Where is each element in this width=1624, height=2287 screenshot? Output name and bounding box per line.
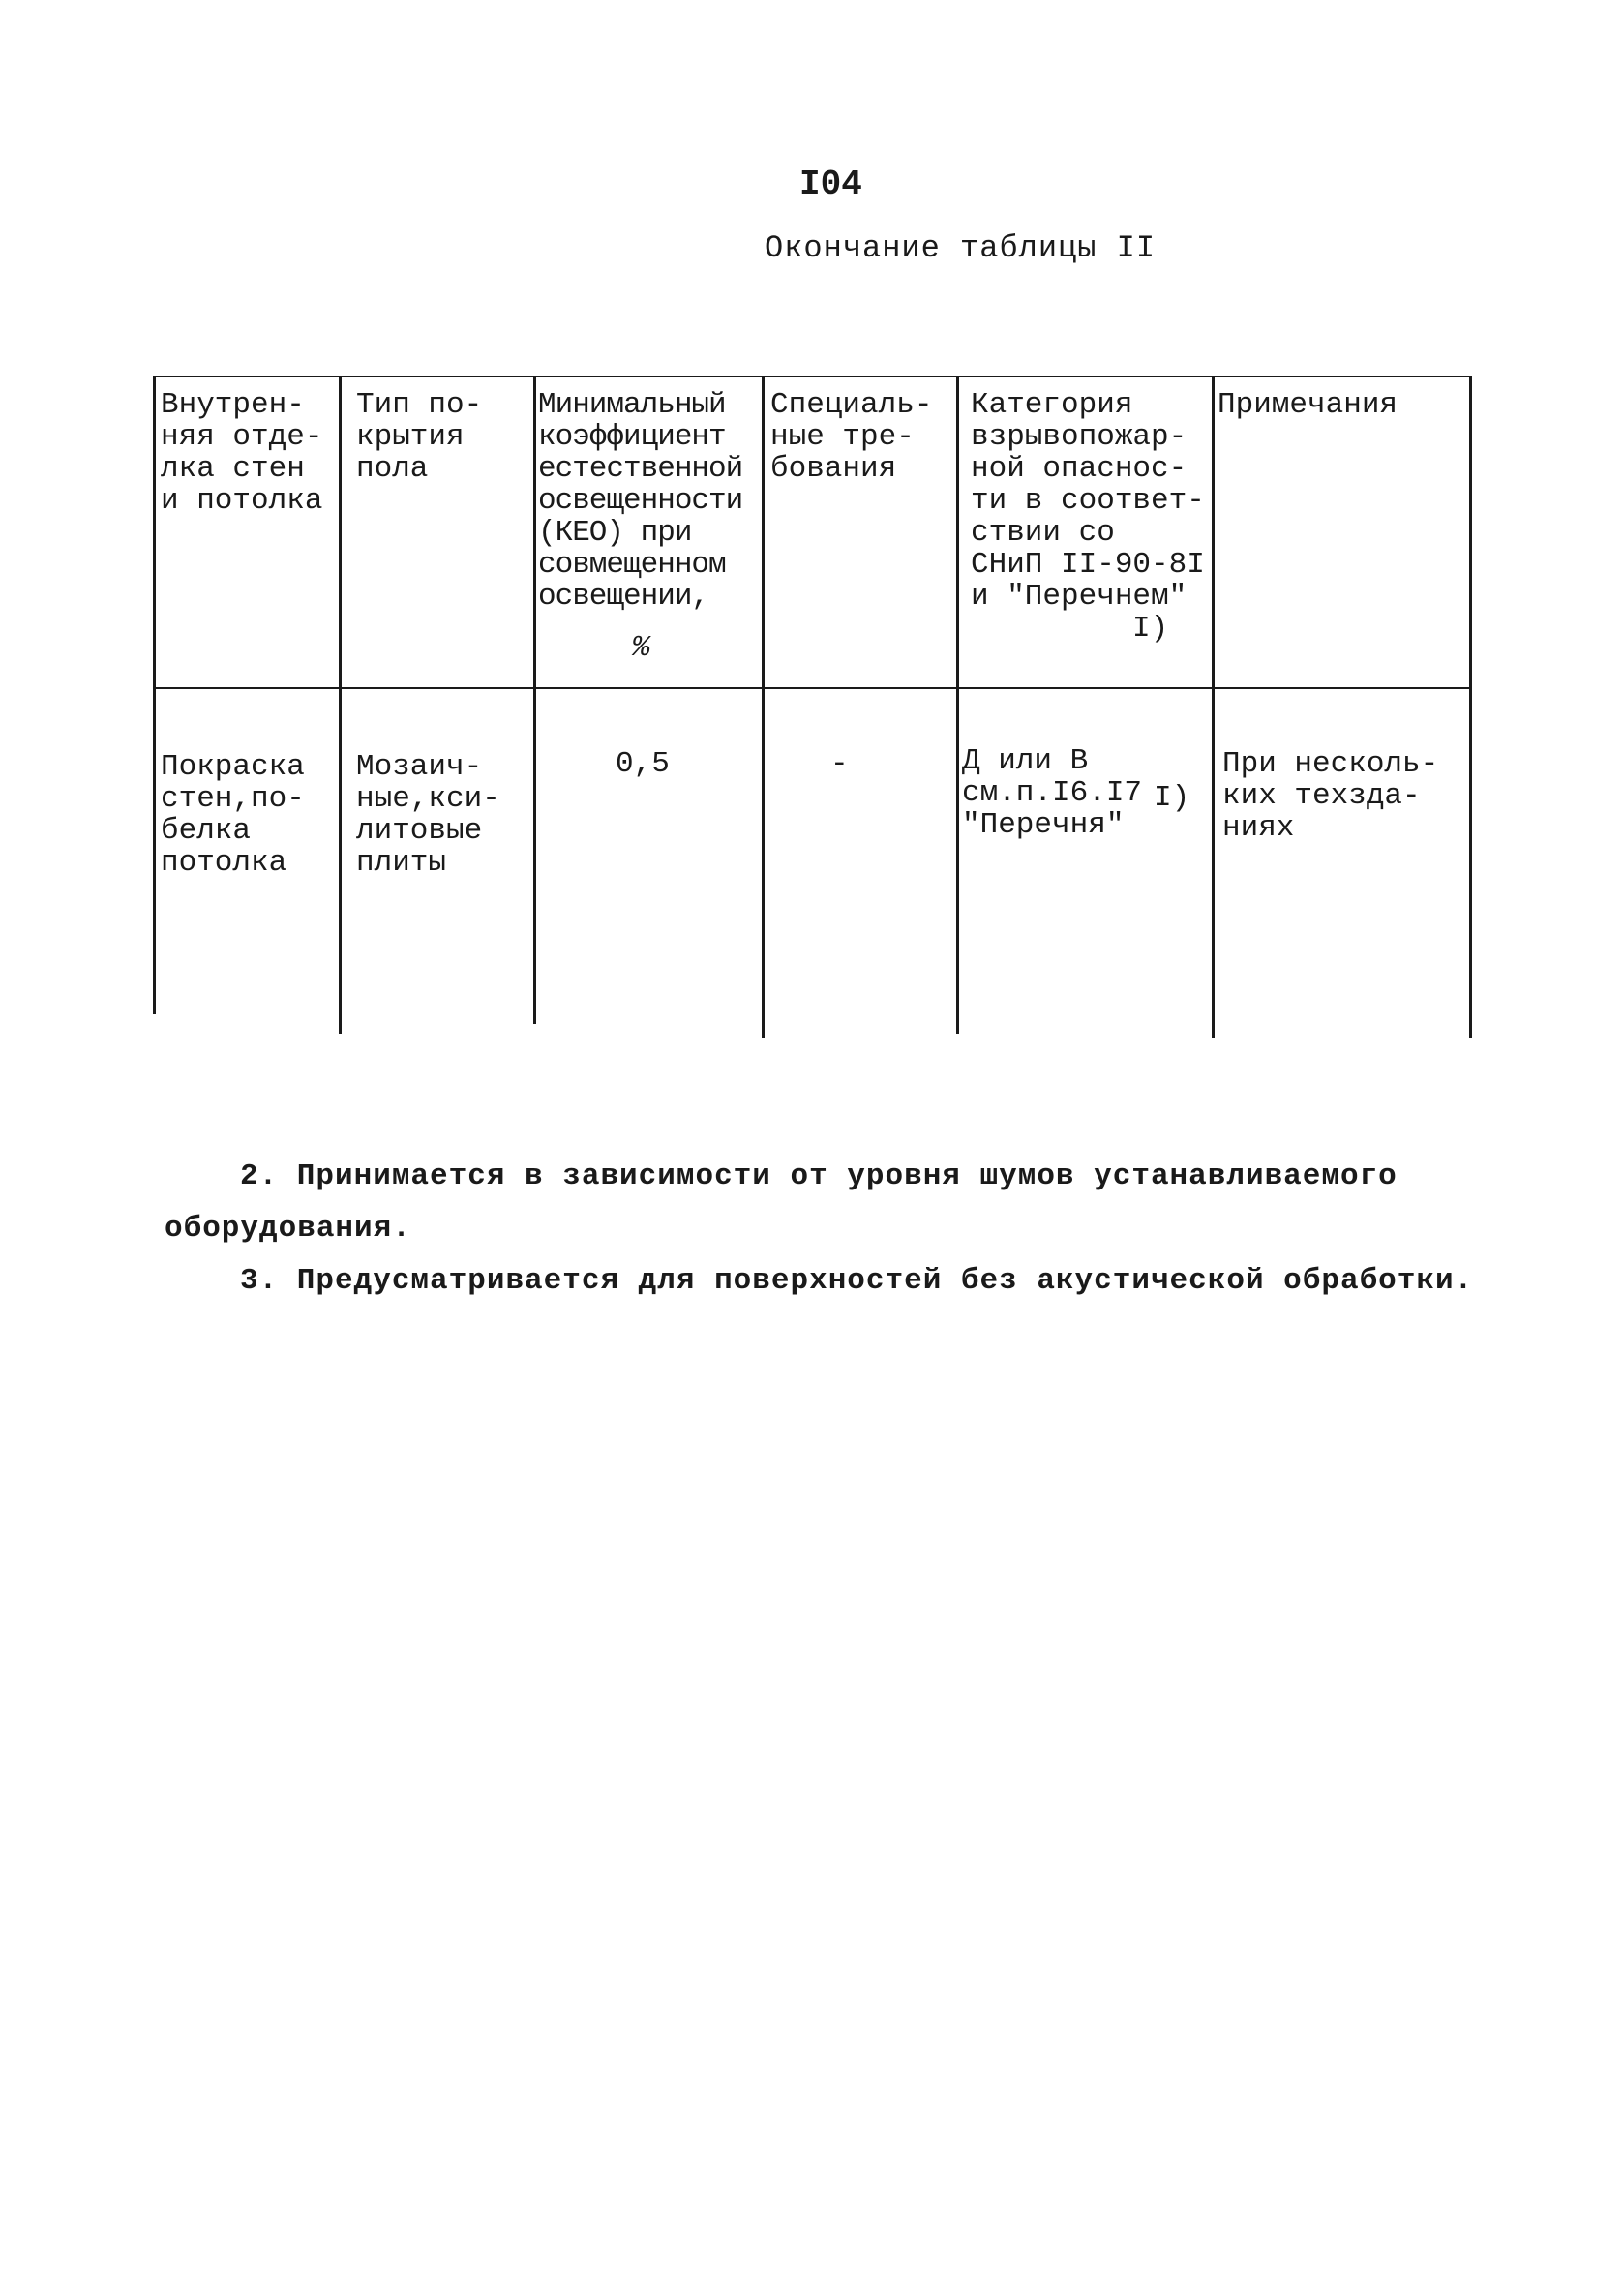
- row-category: Д или В см.п.I6.I7 "Перечня": [962, 744, 1143, 842]
- header-wall-finish: Внутрен- няя отде- лка стен и потолка: [161, 388, 323, 518]
- column-divider-3: [762, 376, 765, 1038]
- row-floor-type: Мозаич- ные,кси- литовые плиты: [356, 750, 500, 880]
- row-category-footnote: I): [1154, 781, 1190, 815]
- column-divider-2: [533, 376, 536, 1024]
- header-notes: Примечания: [1218, 388, 1398, 422]
- table-border-top: [153, 376, 1472, 377]
- table-caption: Окончание таблицы II: [765, 230, 1157, 266]
- header-category-footnote: I): [1132, 612, 1169, 646]
- requirements-table: [153, 376, 1473, 1038]
- column-divider-1: [339, 376, 342, 1034]
- row-keo: 0,5: [616, 747, 670, 781]
- page-number: I04: [799, 165, 862, 204]
- header-keo-unit: %: [632, 631, 650, 665]
- header-special: Специаль- ные тре- бования: [770, 388, 933, 486]
- table-border-left: [153, 376, 156, 1014]
- row-wall-finish: Покраска стен,по- белка потолка: [161, 750, 305, 880]
- note-2-continued: оборудования.: [165, 1212, 411, 1246]
- header-separator: [153, 687, 1472, 689]
- row-special: -: [830, 747, 849, 781]
- header-keo: Минимальный коэффициент естественной освещенности (КЕО) при совмещенном освещении,: [538, 388, 743, 614]
- column-divider-4: [956, 376, 959, 1034]
- note-3: 3. Предусматривается для поверхностей без акустической обработки.: [240, 1264, 1474, 1298]
- column-divider-5: [1212, 376, 1215, 1038]
- header-floor-type: Тип по- крытия пола: [356, 388, 483, 486]
- header-category: Категория взрывопожар- ной опаснос- ти в соответ- ствии со СНиП II-90-8I и "Перечнем": [971, 388, 1205, 614]
- table-border-right: [1469, 376, 1472, 1038]
- note-2: 2. Принимается в зависимости от уровня шумов устанавливаемого: [240, 1159, 1398, 1193]
- row-notes: При несколь- ких техзда- ниях: [1222, 747, 1439, 845]
